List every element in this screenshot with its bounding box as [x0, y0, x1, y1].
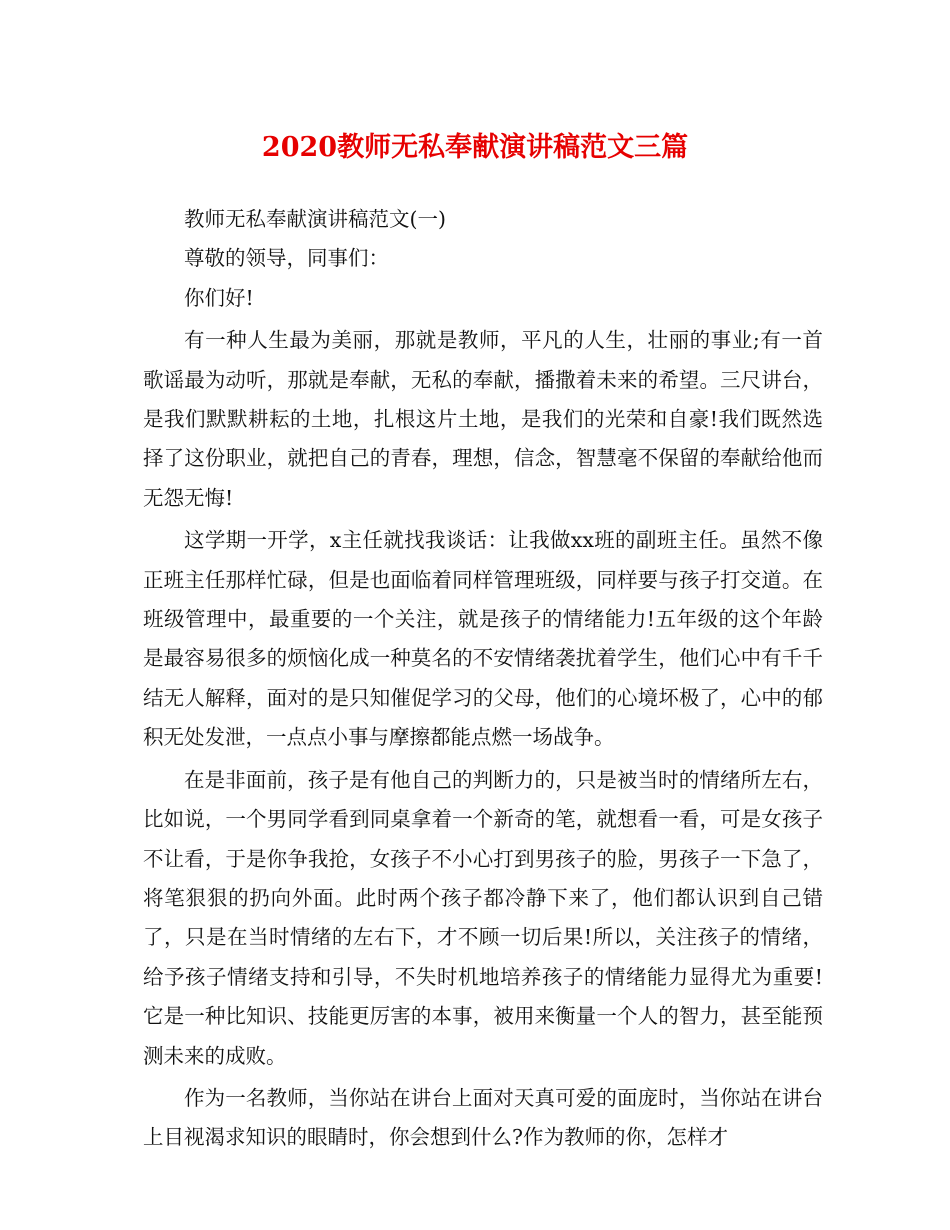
body-paragraph: 这学期一开学，x主任就找我谈话：让我做xx班的副班主任。虽然不像正班主任那样忙碌，但是也面临着同样管理班级，同样要与孩子打交道。在班级管理中，最重要的一个关注，就是孩子的情绪能力!五年级的这个年龄是最容易很多的烦恼化成一种莫名的不安情绪袭扰着学生，他们心中有千千结无人解释，面对的是只知催促学习的父母，他们的心境坏极了，心中的郁积无处发泄，一点点小事与摩擦都能点燃一场战争。	[143, 528, 823, 750]
salutation: 尊敬的领导，同事们：	[184, 246, 389, 271]
body-paragraph: 在是非面前，孩子是有他自己的判断力的，只是被当时的情绪所左右，比如说，一个男同学看到同桌拿着一个新奇的笔，就想看一看，可是女孩子不让看，于是你争我抢，女孩子不小心打到男孩子的脸，男孩子一下急了，将笔狠狠的扔向外面。此时两个孩子都冷静下来了，他们都认识到自己错了，只是在当时情绪的左右下，才不顾一切后果!所以，关注孩子的情绪，给予孩子情绪支持和引导，不失时机地培养孩子的情绪能力显得尤为重要!它是一种比知识、技能更厉害的本事，被用来衡量一个人的智力，甚至能预测未来的成败。	[143, 767, 823, 1068]
document-title: 2020教师无私奉献演讲稿范文三篇	[261, 132, 689, 163]
body-paragraph: 作为一名教师，当你站在讲台上面对天真可爱的面庞时，当你站在讲台上目视渴求知识的眼睛时，你会想到什么?作为教师的你，怎样才	[143, 1085, 823, 1150]
greeting: 你们好!	[184, 285, 254, 310]
document-body	[143, 200, 823, 1158]
body-paragraph: 有一种人生最为美丽，那就是教师，平凡的人生，壮丽的事业;有一首歌谣最为动听，那就是奉献，无私的奉献，播撒着未来的希望。三尺讲台，是我们默默耕耘的土地，扎根这片土地，是我们的光荣和自豪!我们既然选择了这份职业，就把自己的青春，理想，信念，智慧毫不保留的奉献给他而无怨无悔!	[143, 328, 823, 510]
section-heading: 教师无私奉献演讲稿范文(一)	[184, 207, 446, 231]
